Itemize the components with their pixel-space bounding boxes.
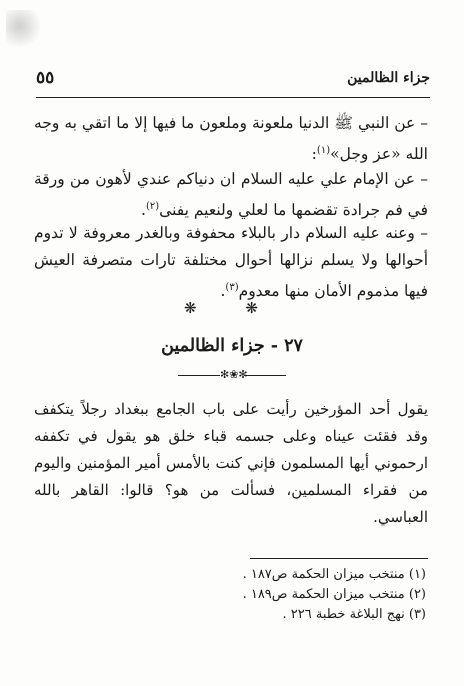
footnotes-rule bbox=[250, 558, 428, 559]
footnote-2: (٢) منتخب ميزان الحكمة ص١٨٩ . bbox=[242, 587, 426, 602]
paragraph-text: – وعنه عليه السلام دار بالبلاء محفوفة وبالغدر معروفة لا تدوم أحوالها ولا يسلم نزالها أحوال مختلفة تارات متصرفة العيش فيها مذموم الأمان منها معدوم bbox=[34, 224, 428, 301]
heading-divider bbox=[178, 368, 286, 381]
section-heading: ٢٧ - جزاء الظالمين bbox=[161, 336, 303, 356]
page-header bbox=[36, 68, 430, 94]
paragraph-tail: . bbox=[141, 201, 146, 220]
footnote-3: (٣) نهج البلاغة خطبة ٢٢٦ . bbox=[282, 607, 426, 622]
section-separator-ornament: ❋ ❋ bbox=[184, 299, 280, 317]
story-paragraph bbox=[34, 396, 428, 531]
footnote-1: (١) منتخب ميزان الحكمة ص١٨٧ . bbox=[242, 567, 426, 582]
paragraph-tail: : bbox=[311, 145, 317, 164]
page-number: ٥٥ bbox=[36, 68, 55, 88]
divider-ornament-icon: ✻❀✻ bbox=[220, 368, 248, 381]
footnote-ref-3: (٣) bbox=[225, 282, 239, 293]
running-title: جزاء الظالمين bbox=[347, 70, 430, 86]
hadith-paragraph-3 bbox=[34, 220, 428, 305]
header-rule bbox=[36, 97, 430, 98]
page-stain bbox=[6, 10, 40, 50]
footnote-ref-1: (١) bbox=[316, 145, 331, 156]
paragraph-text: – عن الإمام علي عليه السلام ان دنياكم عندي لأهون من ورقة في فم جرادة تقضمها ما لعلي ولنعيم يفنى bbox=[34, 170, 428, 220]
story-text: يقول أحد المؤرخين رأيت على باب الجامع ببغداد رجلاً يتكفف وقد فقئت عيناه وعلى جسمه قباء خلق هو يقول في تكففه ارحموني أيها المسلمون فإني كنت بالأمس أمير المؤمنين واليوم من فقراء المسلمين، فسألت من هو؟ قالوا: القاهر بالله العباسي. bbox=[34, 400, 428, 526]
hadith-paragraph-1 bbox=[34, 110, 428, 168]
footnote-ref-2: (٢) bbox=[145, 201, 160, 212]
paragraph-tail: . bbox=[220, 282, 226, 301]
hadith-paragraph-2 bbox=[34, 166, 428, 224]
footnotes bbox=[243, 565, 426, 625]
paragraph-text: – عن النبي ﷺ الدنيا ملعونة وملعون ما فيها إلا ما اتقي به وجه الله «عز وجل» bbox=[34, 114, 428, 164]
